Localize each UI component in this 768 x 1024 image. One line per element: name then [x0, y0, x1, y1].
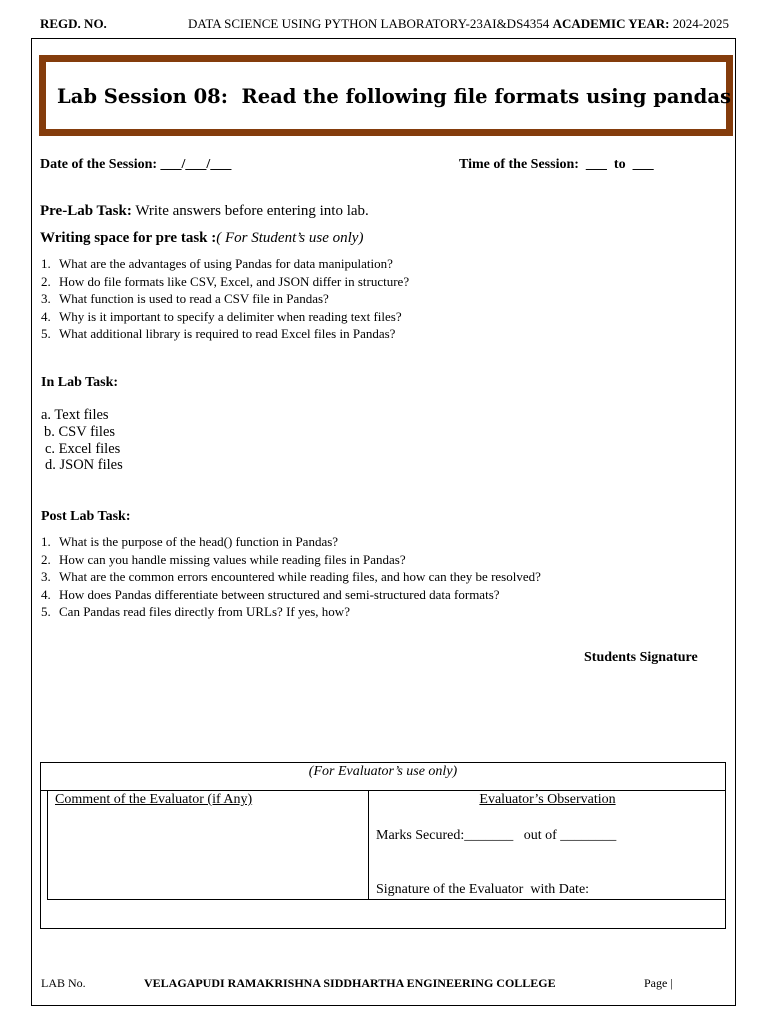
session-topic: Read the following file formats using pandas — [241, 85, 731, 108]
evaluator-comment-label: Comment of the Evaluator (if Any) — [55, 792, 253, 807]
list-item: 4. Why is it important to specify a delimiter when reading text files? — [41, 308, 402, 324]
academic-year-value: 2024-2025 — [672, 16, 730, 31]
evaluator-caption: (For Evaluator’s use only) — [308, 764, 458, 779]
regd-no-label: REGD. NO. — [40, 16, 107, 31]
pre-task-writing-space — [40, 230, 363, 247]
evaluator-observation-label: Evaluator’s Observation — [479, 792, 616, 807]
session-time-label: Time of the Session: — [459, 157, 579, 172]
course-header — [188, 16, 729, 32]
course-title: DATA SCIENCE USING PYTHON LABORATORY-23AI&DS4354 — [188, 16, 550, 31]
list-item: c. Excel files — [45, 440, 121, 457]
evaluator-box — [40, 762, 726, 929]
post-lab-heading: Post Lab Task: — [41, 509, 131, 524]
pre-lab-heading — [40, 203, 369, 220]
academic-year-label: ACADEMIC YEAR: — [552, 16, 670, 31]
session-date-label: Date of the Session: ___/___/___ — [40, 157, 232, 172]
session-number: Lab Session 08: — [57, 85, 228, 108]
list-item: a. Text files — [41, 407, 109, 423]
list-item: 2. How can you handle missing values while reading files in Pandas? — [41, 551, 406, 567]
footer-page-label: Page | — [644, 976, 673, 990]
list-item: 5. Can Pandas read files directly from URLs? If yes, how? — [41, 604, 350, 620]
list-item: 5. What additional library is required to read Excel files in Pandas? — [41, 326, 396, 342]
list-item: 4. How does Pandas differentiate between structured and semi-structured data formats? — [41, 586, 500, 602]
list-item: 3. What are the common errors encountered while reading files, and how can they be resolved? — [41, 569, 541, 585]
evaluator-caption-divider — [40, 790, 726, 791]
pre-lab-label: Pre-Lab Task: — [40, 203, 132, 219]
writing-space-note: ( For Student’s use only) — [216, 230, 364, 246]
lab-session-title — [57, 85, 731, 108]
pre-lab-questions — [41, 255, 409, 343]
footer-lab-no: LAB No. — [41, 976, 86, 990]
evaluator-inner-left-border — [47, 790, 48, 900]
list-item: 3. What function is used to read a CSV file in Pandas? — [41, 291, 329, 307]
session-time — [459, 157, 654, 173]
time-blank-end: ___ — [632, 157, 654, 172]
students-signature-label: Students Signature — [584, 650, 698, 665]
pre-lab-instruction: Write answers before entering into lab. — [135, 203, 369, 219]
footer-college-name: VELAGAPUDI RAMAKRISHNA SIDDHARTHA ENGINEERING COLLEGE — [144, 976, 556, 990]
writing-space-label: Writing space for pre task : — [40, 230, 217, 246]
in-lab-task-list — [41, 407, 123, 474]
list-item: 2. How do file formats like CSV, Excel, and JSON differ in structure? — [41, 273, 410, 289]
time-to-label: to — [613, 157, 626, 172]
list-item: b. CSV files — [44, 423, 116, 440]
time-blank-start: ___ — [585, 157, 607, 172]
evaluator-bottom-divider — [47, 899, 726, 900]
marks-secured-field: Marks Secured:_______ out of ________ — [376, 828, 617, 843]
list-item: d. JSON files — [45, 457, 123, 474]
list-item: 1. What are the advantages of using Pandas for data manipulation? — [41, 256, 393, 271]
list-item: 1. What is the purpose of the head() function in Pandas? — [41, 534, 339, 549]
post-lab-questions — [41, 533, 541, 621]
in-lab-heading: In Lab Task: — [41, 375, 119, 390]
evaluator-signature-field: Signature of the Evaluator with Date: — [376, 882, 590, 897]
